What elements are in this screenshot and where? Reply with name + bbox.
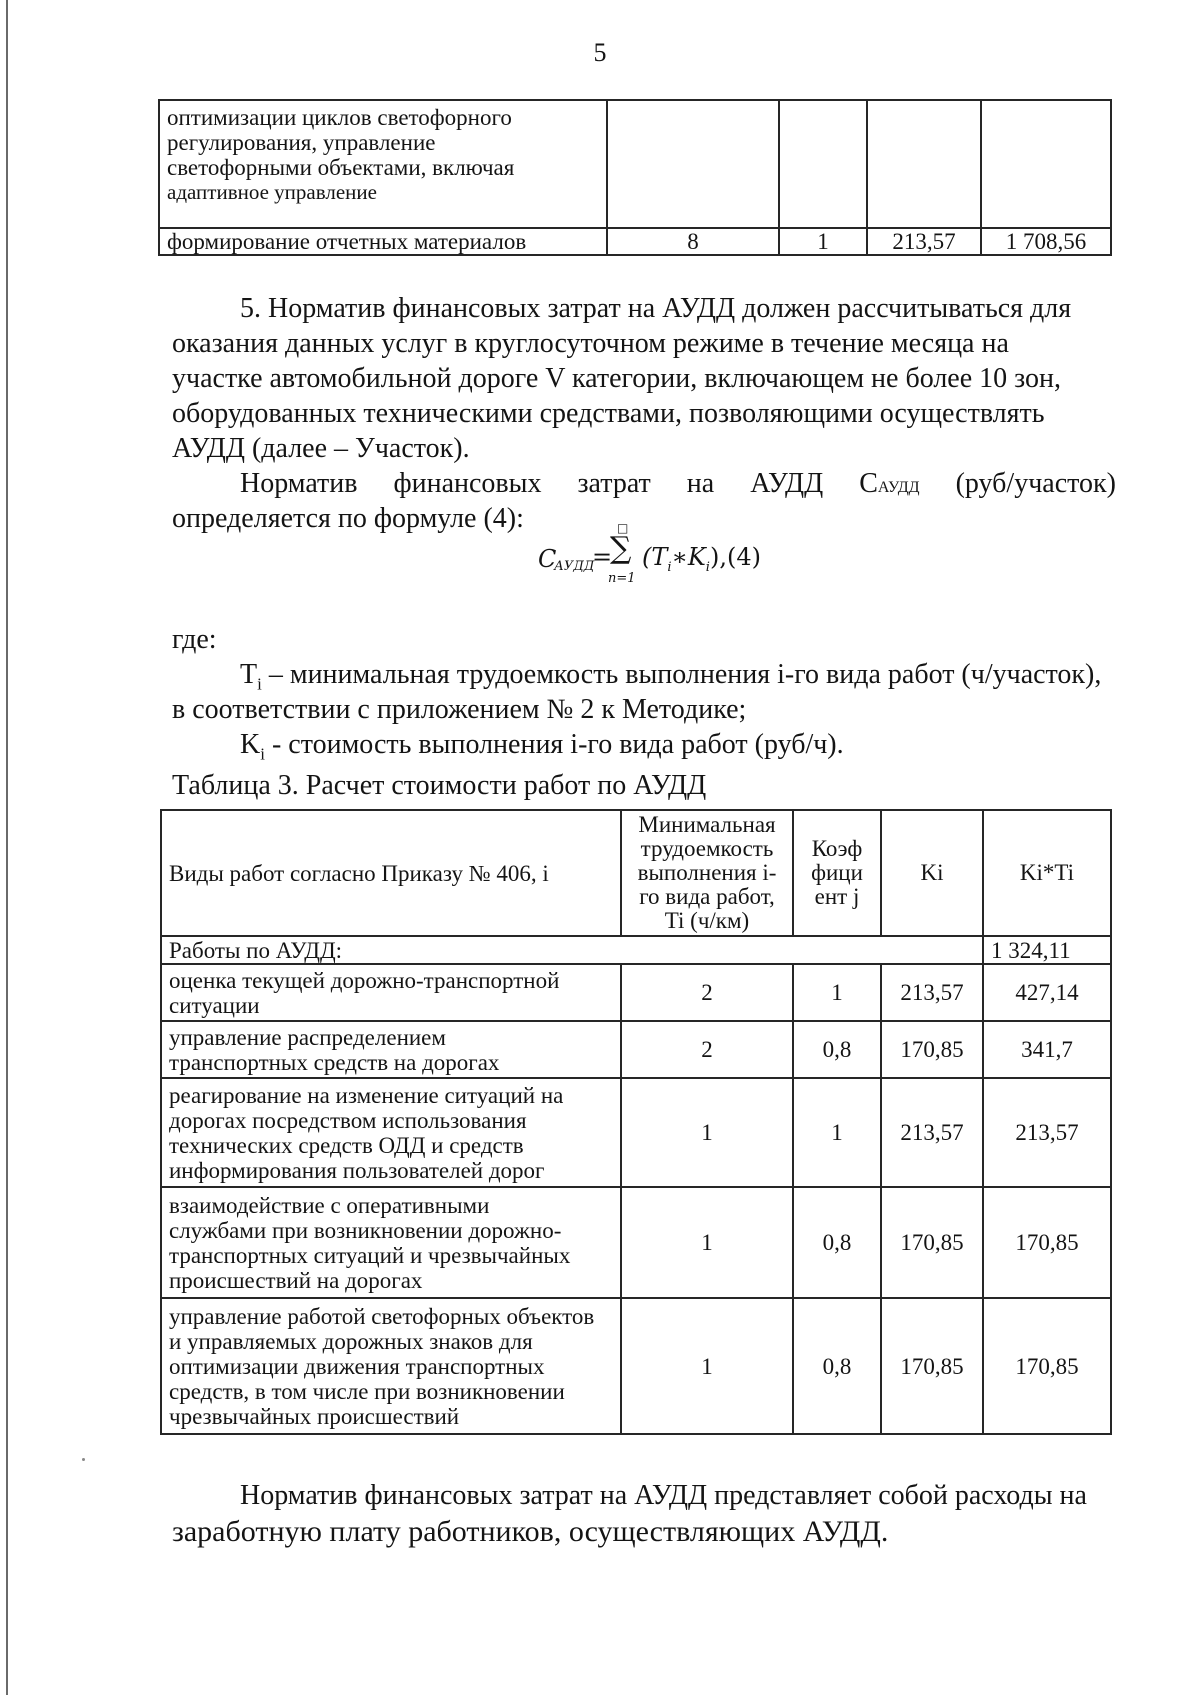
formula-sum: ∑ [610, 531, 632, 566]
para5-body [172, 326, 1120, 466]
work-type-cell [161, 1021, 621, 1078]
header-line: го вида работ, [639, 884, 775, 909]
header-ki: Ki [881, 810, 983, 936]
ti-cell: 2 [621, 1021, 793, 1078]
norm-word: на [686, 468, 715, 499]
work-type-cell [161, 1078, 621, 1187]
kiti-cell: 427,14 [983, 964, 1111, 1021]
ti-cell: 1 [621, 1187, 793, 1298]
norm-word: АУДД [750, 468, 824, 499]
formula-sub-i: i [705, 559, 710, 575]
header-line: Минимальная [638, 812, 776, 837]
para5-line [172, 326, 1120, 361]
table-header-row [161, 810, 1111, 936]
cell-line: регулирования, управление [167, 130, 436, 155]
ki-cell: 170,85 [881, 1298, 983, 1434]
cell-line: управление работой светофорных объектов [169, 1303, 595, 1329]
formula-top: □ [617, 521, 629, 535]
cell-line: информирования пользователей дорог [169, 1157, 545, 1183]
cell-line: средств, в том числе при возникновении [169, 1378, 565, 1404]
k-definition: - стоимость выполнения i-го вида работ (руб/ч). [264, 729, 844, 760]
cell-line: чрезвычайных происшествий [169, 1403, 460, 1429]
para5-line: участке автомобильной дороге V категории, включающем не более 10 зон, [172, 363, 1062, 394]
cell-line: дорогах посредством использования [169, 1107, 527, 1133]
cell-line: взаимодействие с оперативными [169, 1192, 490, 1218]
header-labor [621, 810, 793, 936]
header-line: ент j [814, 884, 860, 909]
work-type-cell [161, 1298, 621, 1434]
value-cell [981, 100, 1111, 228]
ki-cell: 170,85 [881, 1021, 983, 1078]
value-cell [779, 100, 867, 228]
j-cell: 0,8 [793, 1187, 881, 1298]
table-row [159, 228, 1111, 255]
cell-line: транспортных средств на дорогах [169, 1049, 500, 1075]
norm-word: Норматив [240, 468, 358, 499]
c-letter: С [859, 468, 878, 499]
t-definition: – минимальная трудоемкость выполнения i-го вида работ (ч/участок), [261, 659, 1102, 690]
where-label: где: [172, 624, 217, 655]
cell-line: транспортных ситуаций и чрезвычайных [169, 1242, 571, 1268]
norm-word: (руб/участок) [955, 468, 1116, 499]
norm-symbol [859, 466, 919, 505]
value-cell: 213,57 [867, 228, 981, 255]
ki-cell: 213,57 [881, 1078, 983, 1187]
norm-word: финансовых [393, 468, 542, 499]
j-cell: 1 [793, 964, 881, 1021]
formula-bottom: n=1 [608, 571, 636, 586]
c-subscript: АУДД [877, 479, 920, 496]
norm-line [240, 466, 1116, 505]
work-type-cell: формирование отчетных материалов [159, 228, 607, 255]
formula-lhs-sub: АУДД [554, 559, 595, 574]
norm-line-2: определяется по формуле (4): [172, 503, 524, 534]
formula-body [642, 543, 761, 575]
para5-line: оборудованных техническими средствами, позволяющими осуществлять [172, 398, 1045, 429]
value-cell: 1 708,56 [981, 228, 1111, 255]
table3-caption: Таблица 3. Расчет стоимости работ по АУДД [172, 770, 707, 801]
table-3 [160, 809, 1112, 1435]
ki-cell: 170,85 [881, 1187, 983, 1298]
work-type-cell [159, 100, 607, 228]
table-row [161, 1298, 1111, 1434]
cell-line: оптимизации движения транспортных [169, 1353, 545, 1379]
table-row [161, 964, 1111, 1021]
total-value: 1 324,11 [983, 936, 1111, 964]
cell-line: оценка текущей дорожно-транспортной [169, 967, 560, 993]
norm-word: затрат [577, 468, 651, 499]
final-line-2: заработную плату работников, осуществляющих АУДД. [172, 1515, 889, 1548]
cell-line: светофорными объектами, включая [167, 155, 515, 180]
cell-line: реагирование на изменение ситуаций на [169, 1082, 564, 1108]
t-subscript: i [257, 674, 262, 694]
cell-line: происшествий на дорогах [169, 1267, 423, 1293]
formula-tail: ),(4) [709, 543, 761, 571]
j-cell: 0,8 [793, 1021, 881, 1078]
value-cell [867, 100, 981, 228]
formula-k: ∗K [671, 543, 706, 571]
table-row [161, 1021, 1111, 1078]
ti-cell: 1 [621, 1078, 793, 1187]
def-t-line2: в соответствии с приложением № 2 к Методике; [172, 694, 747, 725]
para5-text: оказания данных услуг в круглосуточном режиме в течение месяца на [172, 328, 1009, 359]
header-coefficient [793, 810, 881, 936]
header-line: Ti (ч/км) [664, 908, 750, 933]
cell-line: адаптивное управление [167, 180, 377, 204]
page-number: 5 [593, 38, 607, 67]
cell-line: и управляемых дорожных знаков для [169, 1328, 533, 1354]
j-cell: 0,8 [793, 1298, 881, 1434]
t-symbol: T [240, 659, 258, 690]
work-type-cell [161, 964, 621, 1021]
kiti-cell: 341,7 [983, 1021, 1111, 1078]
value-cell [607, 100, 779, 228]
para5-line: 5. Норматив финансовых затрат на АУДД должен рассчитываться для [240, 293, 1072, 324]
work-type-cell [161, 1187, 621, 1298]
kiti-cell: 170,85 [983, 1187, 1111, 1298]
value-cell: 8 [607, 228, 779, 255]
para5-line: АУДД (далее – Участок). [172, 433, 470, 464]
header-line: трудоемкость [640, 836, 774, 861]
j-cell: 1 [793, 1078, 881, 1187]
table-row [161, 1078, 1111, 1187]
def-k-line [240, 727, 844, 772]
header-kiti: Ki*Ti [983, 810, 1111, 936]
cell-line: службами при возникновении дорожно- [169, 1217, 562, 1243]
formula-sub-i: i [667, 559, 672, 575]
k-subscript: i [260, 744, 265, 764]
scan-speck [82, 1458, 85, 1461]
formula [538, 521, 778, 591]
ki-cell: 213,57 [881, 964, 983, 1021]
formula-t: (T [642, 543, 668, 571]
ti-cell: 1 [621, 1298, 793, 1434]
cell-line: управление распределением [169, 1024, 446, 1050]
scan-edge [6, 0, 8, 1695]
cell-line: оптимизации циклов светофорного [167, 105, 512, 130]
header-line: фици [811, 860, 863, 885]
header-work-type: Виды работ согласно Приказу № 406, i [161, 810, 621, 936]
kiti-cell: 170,85 [983, 1298, 1111, 1434]
table-row [161, 1187, 1111, 1298]
cell-line: ситуации [169, 992, 260, 1018]
table-total-row [161, 936, 1111, 964]
cell-line: технических средств ОДД и средств [169, 1132, 524, 1158]
ti-cell: 2 [621, 964, 793, 1021]
header-line: выполнения i- [637, 860, 777, 885]
header-line: Коэф [811, 836, 863, 861]
formula-eq: = [592, 543, 613, 571]
table-continuation [158, 99, 1112, 256]
k-symbol: K [240, 729, 261, 760]
table-row [159, 100, 1111, 228]
total-label: Работы по АУДД: [161, 936, 983, 964]
final-line-1: Норматив финансовых затрат на АУДД представляет собой расходы на [240, 1480, 1087, 1511]
value-cell: 1 [779, 228, 867, 255]
kiti-cell: 213,57 [983, 1078, 1111, 1187]
formula-lhs: C [538, 545, 557, 573]
